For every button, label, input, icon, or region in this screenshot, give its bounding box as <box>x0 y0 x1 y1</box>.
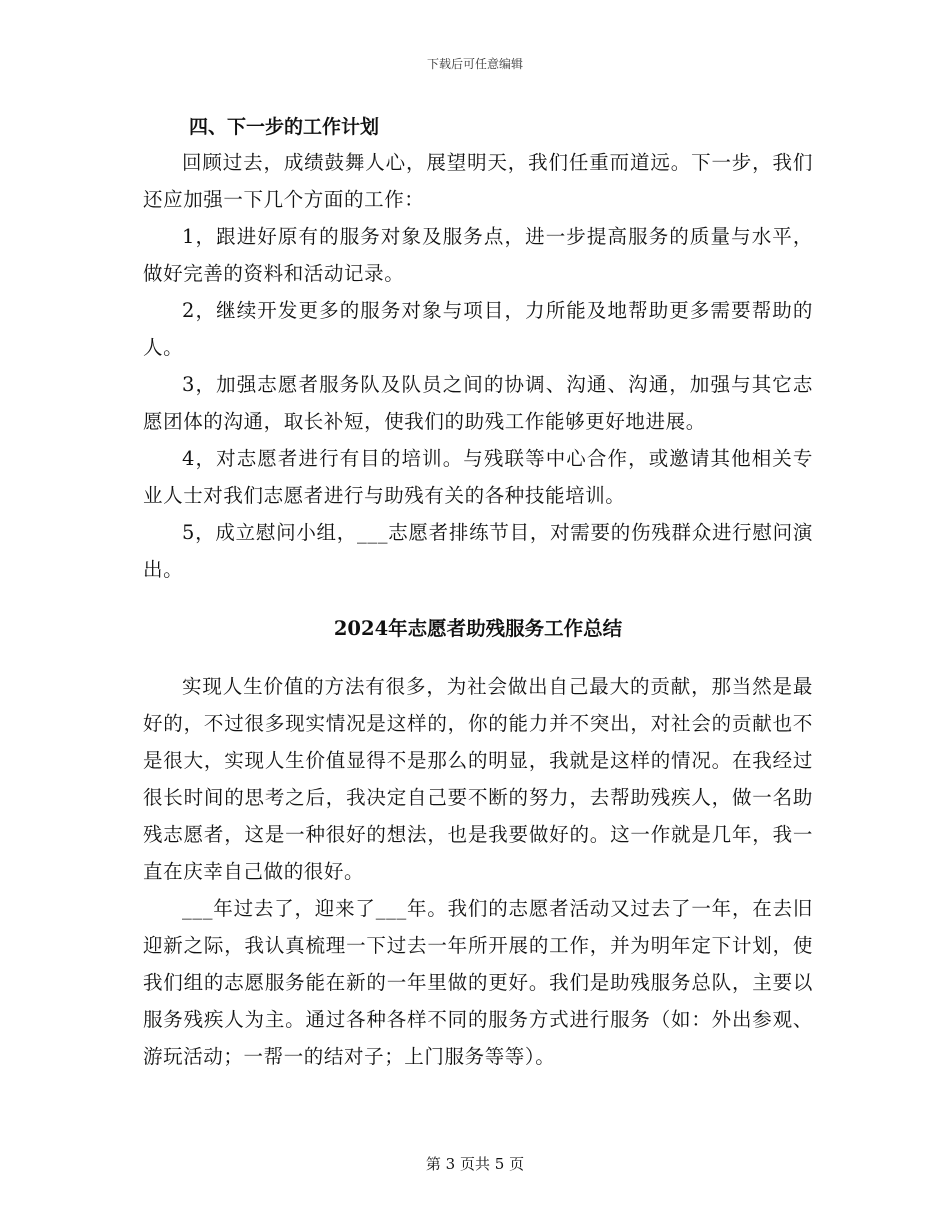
page-footer: 第 3 页共 5 页 <box>425 1155 525 1173</box>
page-header-note: 下载后可任意编辑 <box>426 57 523 71</box>
plan-item-2: 2，继续开发更多的服务对象与项目，力所能及地帮助更多需要帮助的人。 <box>143 299 813 359</box>
paragraph: ___年过去了，迎来了___年。我们的志愿者活动又过去了一年，在去旧迎新之际，我认真梳理一下过去一年所开展的工作，并为明年定下计划，使我们组的志愿服务能在新的一年里做的更好。我们是助残服务总队，主要以服务残疾人为主。通过各种各样不同的服务方式进行服务（如：外出参观、游玩活动；一帮一的结对子；上门服务等等）。 <box>143 897 813 1068</box>
section-heading: 四、下一步的工作计划 <box>189 116 380 138</box>
article-title: 2024年志愿者助残服务工作总结 <box>333 617 623 640</box>
plan-item-5: 5，成立慰问小组，___志愿者排练节目，对需要的伤残群众进行慰问演出。 <box>143 521 813 581</box>
plan-item-3: 3，加强志愿者服务队及队员之间的协调、沟通、沟通，加强与其它志愿团体的沟通，取长补短，使我们的助残工作能够更好地进展。 <box>143 373 813 433</box>
paragraph: 回顾过去，成绩鼓舞人心，展望明天，我们任重而道远。下一步，我们还应加强一下几个方面的工作： <box>143 151 813 211</box>
paragraph: 实现人生价值的方法有很多，为社会做出自己最大的贡献，那当然是最好的，不过很多现实情况是这样的，你的能力并不突出，对社会的贡献也不是很大，实现人生价值显得不是那么的明显，我就是这样的情况。在我经过很长时间的思考之后，我决定自己要不断的努力，去帮助残疾人，做一名助残志愿者，这是一种很好的想法，也是我要做好的。这一作就是几年，我一直在庆幸自己做的很好。 <box>143 675 813 883</box>
document-body <box>143 110 813 1075</box>
plan-item-4: 4，对志愿者进行有目的培训。与残联等中心合作，或邀请其他相关专业人士对我们志愿者进行与助残有关的各种技能培训。 <box>143 447 813 507</box>
plan-item-1: 1，跟进好原有的服务对象及服务点，进一步提高服务的质量与水平，做好完善的资料和活动记录。 <box>143 225 813 285</box>
